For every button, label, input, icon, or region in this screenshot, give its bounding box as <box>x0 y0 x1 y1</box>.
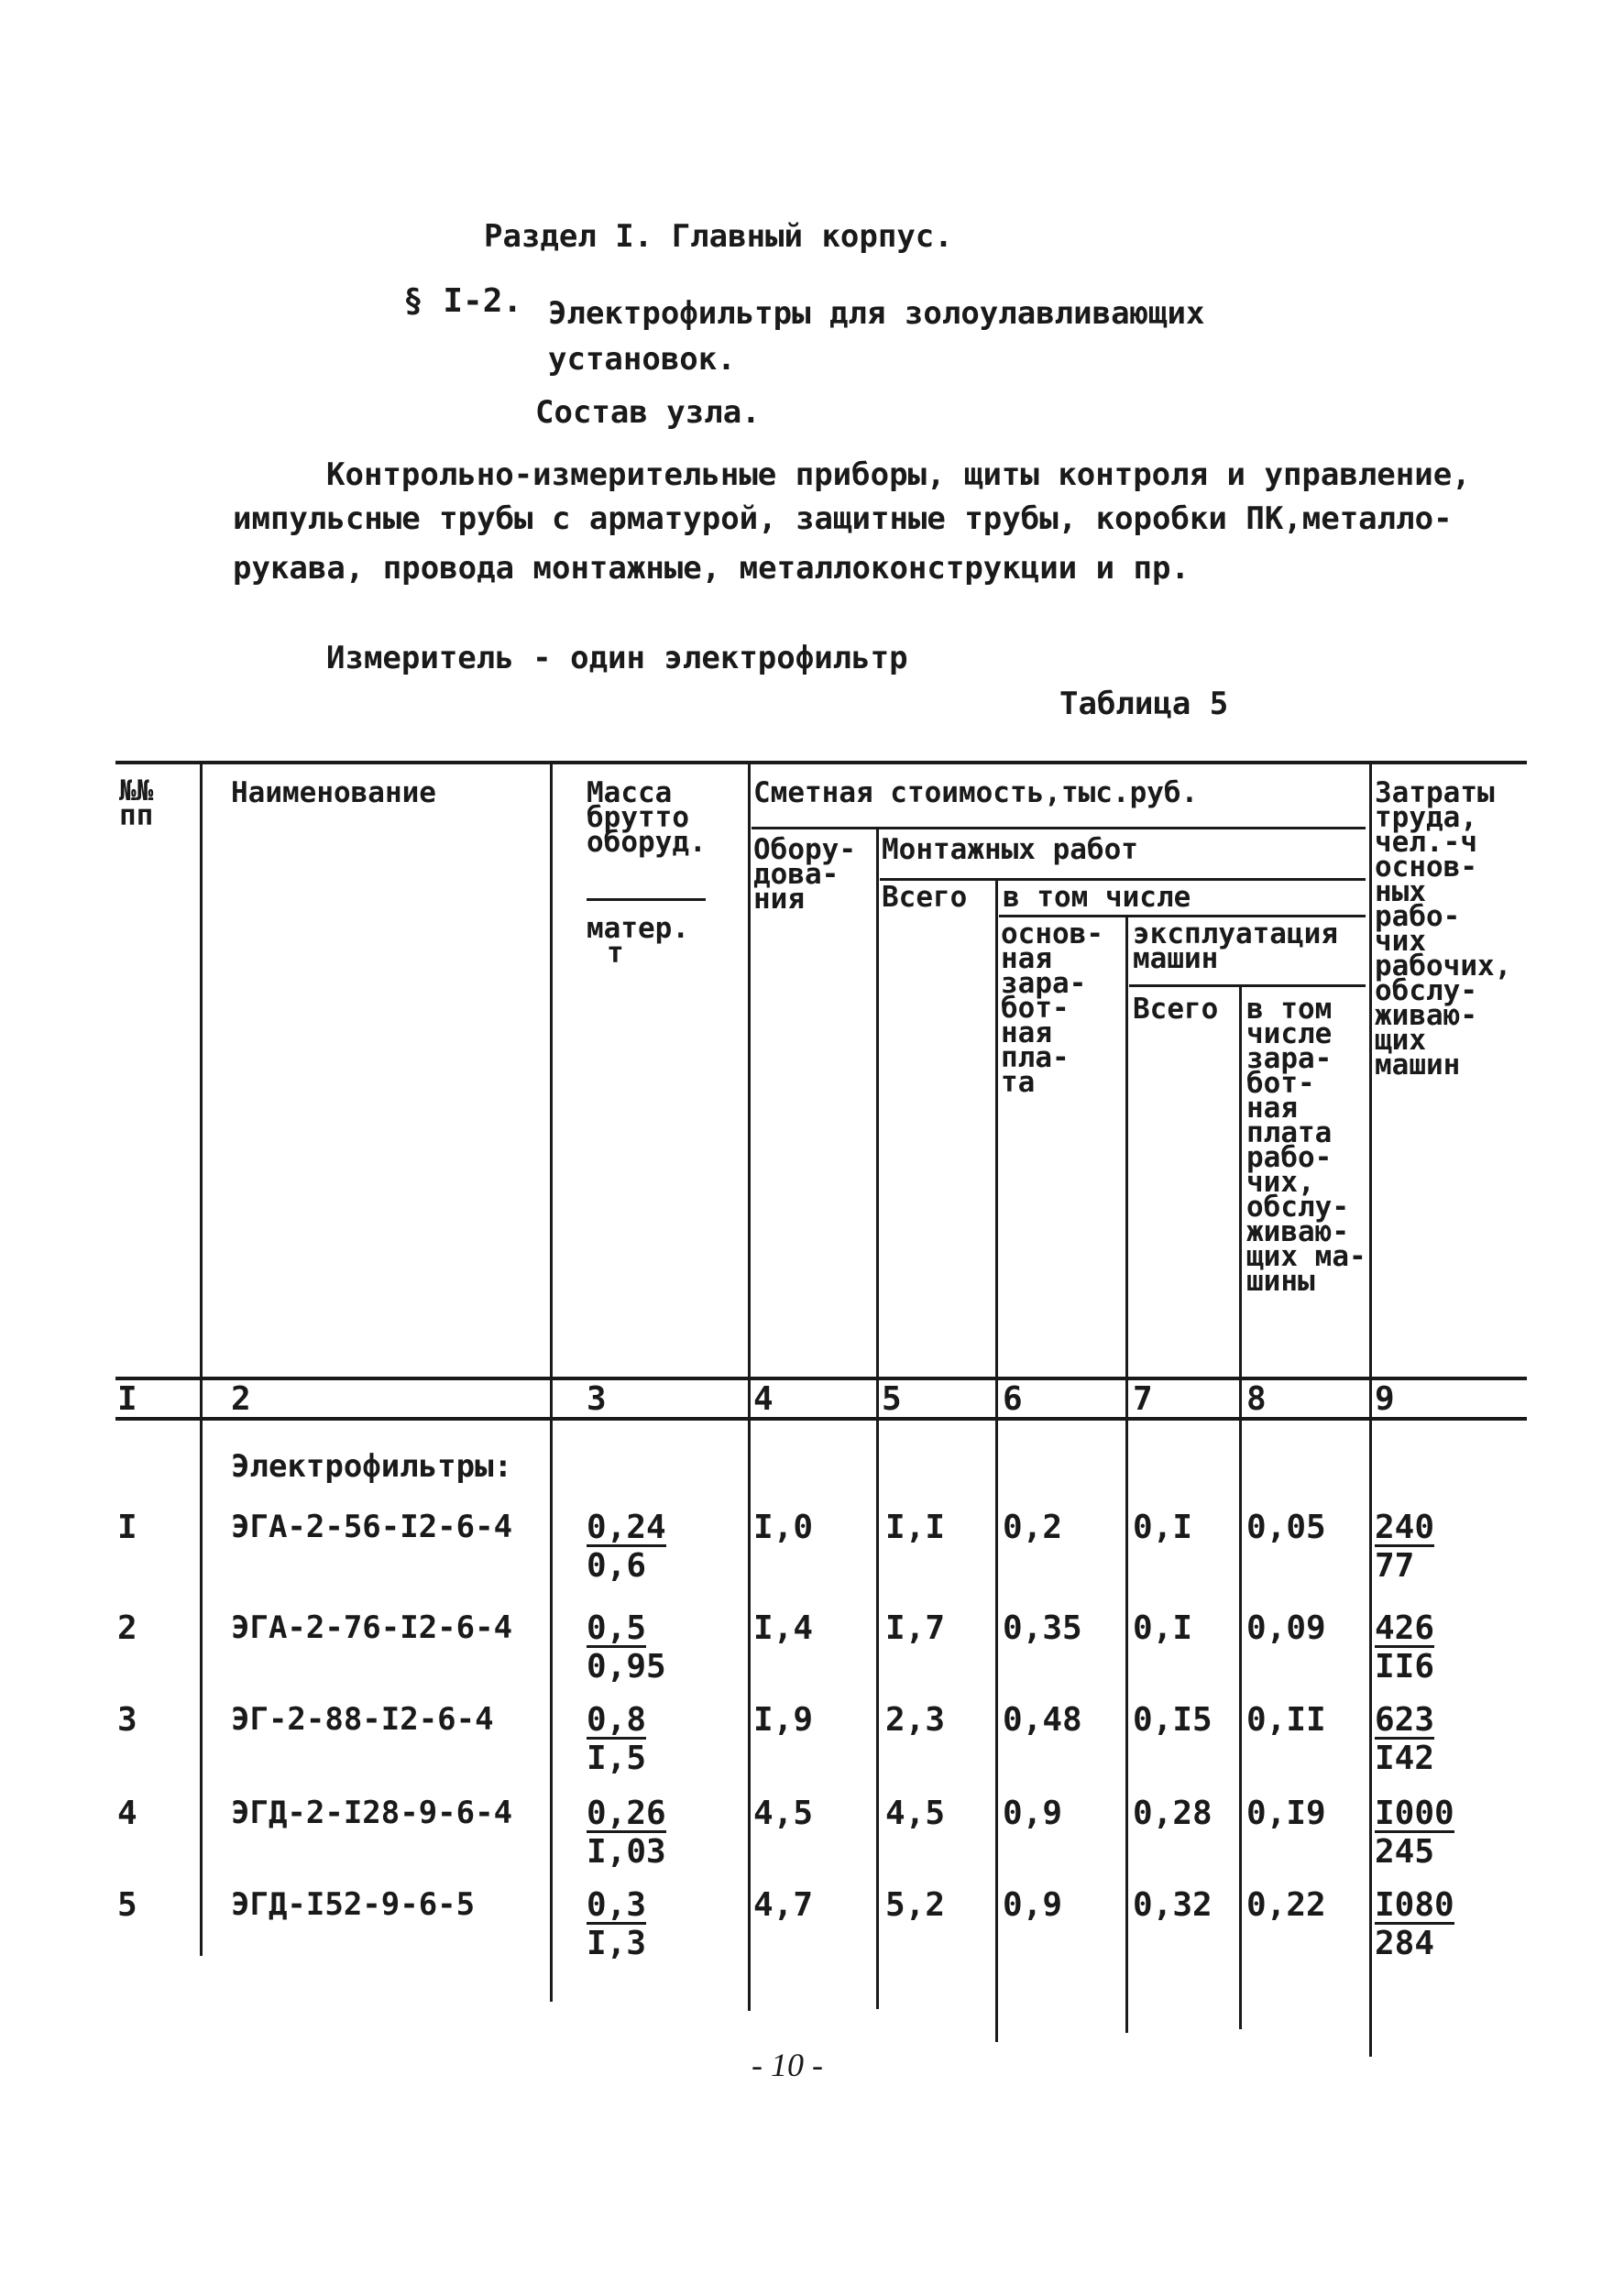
row-machines-salary: 0,09 <box>1246 1609 1326 1647</box>
row-equipment: I,4 <box>753 1609 814 1647</box>
col-number-rule <box>115 1417 1527 1421</box>
row-salary: 0,35 <box>1003 1609 1082 1647</box>
header-labor: Затраты труда, чел.-ч основ- ных рабо- чих рабочих, обслу- живаю- щих машин <box>1375 776 1512 1082</box>
col-divider-8 <box>1369 764 1372 2057</box>
col-number-7: 7 <box>1133 1380 1153 1418</box>
row-name: ЭГА-2-56-I2-6-4 <box>231 1509 513 1545</box>
header-machines-incl: в том числе зара- бот- ная плата рабо- чих, обслу- живаю- щих ма- шины <box>1246 993 1366 1298</box>
row-labor: I000 245 <box>1375 1795 1454 1871</box>
page-number: - 10 - <box>752 2047 823 2083</box>
col-number-2: 2 <box>231 1380 251 1418</box>
header-mass: Масса брутто оборуд. <box>587 776 707 859</box>
row-labor: I080 284 <box>1375 1886 1454 1962</box>
row-labor: 623 I42 <box>1375 1701 1435 1777</box>
row-labor: 426 II6 <box>1375 1609 1435 1686</box>
cost-group-rule <box>752 827 1366 829</box>
description-line-2: импульсные трубы с арматурой, защитные трубы, коробки ПК,металло- <box>233 500 1453 537</box>
group-label: Электрофильтры: <box>231 1448 513 1485</box>
row-labor: 240 77 <box>1375 1509 1435 1585</box>
row-total: I,I <box>885 1509 946 1546</box>
row-salary: 0,2 <box>1003 1509 1063 1546</box>
row-mass: 0,3 I,3 <box>587 1886 647 1962</box>
row-equipment: I,0 <box>753 1509 814 1546</box>
header-machines-total: Всего <box>1133 993 1219 1026</box>
col-number-8: 8 <box>1246 1380 1267 1418</box>
row-machines-salary: 0,05 <box>1246 1509 1326 1546</box>
col-number-3: 3 <box>587 1380 607 1418</box>
header-equipment: Обору- дова- ния <box>753 833 856 916</box>
header-total: Всего <box>882 881 968 914</box>
row-name: ЭГ-2-88-I2-6-4 <box>231 1701 494 1738</box>
row-equipment: 4,7 <box>753 1886 814 1924</box>
row-number: I <box>117 1509 137 1546</box>
row-machines-salary: 0,II <box>1246 1701 1326 1739</box>
mass-divider-rule <box>587 898 706 901</box>
row-total: 4,5 <box>885 1795 946 1832</box>
description-line-3: рукава, провода монтажные, металлоконструкции и пр. <box>233 550 1190 587</box>
col-divider-1 <box>200 764 203 1956</box>
paragraph-number: § I-2. <box>403 282 523 320</box>
row-mass: 0,26 I,03 <box>587 1795 666 1871</box>
header-bottom-rule <box>115 1377 1527 1380</box>
row-name: ЭГД-I52-9-6-5 <box>231 1886 476 1923</box>
col-divider-2 <box>550 764 553 2002</box>
description-line-1: Контрольно-измерительные приборы, щиты контроля и управление, <box>326 456 1471 493</box>
machines-rule <box>1129 984 1366 987</box>
row-total: I,7 <box>885 1609 946 1647</box>
col-number-6: 6 <box>1003 1380 1023 1418</box>
header-incl: в том числе <box>1003 881 1191 914</box>
row-machines: 0,I <box>1133 1509 1193 1546</box>
header-mass-unit: матер. т <box>587 912 689 970</box>
composition-heading: Состав узла. <box>535 394 761 431</box>
header-name: Наименование <box>231 776 436 809</box>
paragraph-title-line2: установок. <box>548 341 736 378</box>
row-machines: 0,I5 <box>1133 1701 1213 1739</box>
col-divider-3 <box>748 764 751 2011</box>
header-mounting: Монтажных работ <box>882 833 1138 866</box>
row-name: ЭГА-2-76-I2-6-4 <box>231 1609 513 1646</box>
row-number: 3 <box>117 1701 137 1739</box>
row-equipment: I,9 <box>753 1701 814 1739</box>
row-machines-salary: 0,I9 <box>1246 1795 1326 1832</box>
row-machines-salary: 0,22 <box>1246 1886 1326 1924</box>
row-salary: 0,9 <box>1003 1886 1063 1924</box>
row-machines: 0,32 <box>1133 1886 1213 1924</box>
row-salary: 0,9 <box>1003 1795 1063 1832</box>
table-top-rule <box>115 761 1527 764</box>
header-machines: эксплуатация машин <box>1133 917 1338 975</box>
row-mass: 0,24 0,6 <box>587 1509 666 1585</box>
row-total: 2,3 <box>885 1701 946 1739</box>
header-base-salary: основ- ная зара- бот- ная пла- та <box>1001 917 1103 1099</box>
col-divider-5 <box>995 878 998 2042</box>
row-equipment: 4,5 <box>753 1795 814 1832</box>
header-num: №№ пп <box>119 774 154 832</box>
col-number-1: I <box>117 1380 137 1418</box>
col-number-5: 5 <box>882 1380 902 1418</box>
col-divider-4 <box>876 827 879 2009</box>
row-machines: 0,I <box>1133 1609 1193 1647</box>
row-number: 4 <box>117 1795 137 1832</box>
col-number-4: 4 <box>753 1380 774 1418</box>
row-total: 5,2 <box>885 1886 946 1924</box>
header-cost-group: Сметная стоимость,тыс.руб. <box>753 776 1199 809</box>
row-machines: 0,28 <box>1133 1795 1213 1832</box>
row-number: 5 <box>117 1886 137 1924</box>
table-label: Таблица 5 <box>1059 686 1229 722</box>
row-number: 2 <box>117 1609 137 1647</box>
row-mass: 0,8 I,5 <box>587 1701 647 1777</box>
measure-unit: Измеритель - один электрофильтр <box>326 640 908 676</box>
paragraph-title-line1: Электрофильтры для золоулавливающих <box>548 295 1205 332</box>
col-number-9: 9 <box>1375 1380 1395 1418</box>
section-title: Раздел I. Главный корпус. <box>484 218 953 255</box>
row-mass: 0,5 0,95 <box>587 1609 666 1686</box>
row-salary: 0,48 <box>1003 1701 1082 1739</box>
col-divider-6 <box>1125 915 1128 2033</box>
row-name: ЭГД-2-I28-9-6-4 <box>231 1795 513 1831</box>
col-divider-7 <box>1239 984 1242 2029</box>
